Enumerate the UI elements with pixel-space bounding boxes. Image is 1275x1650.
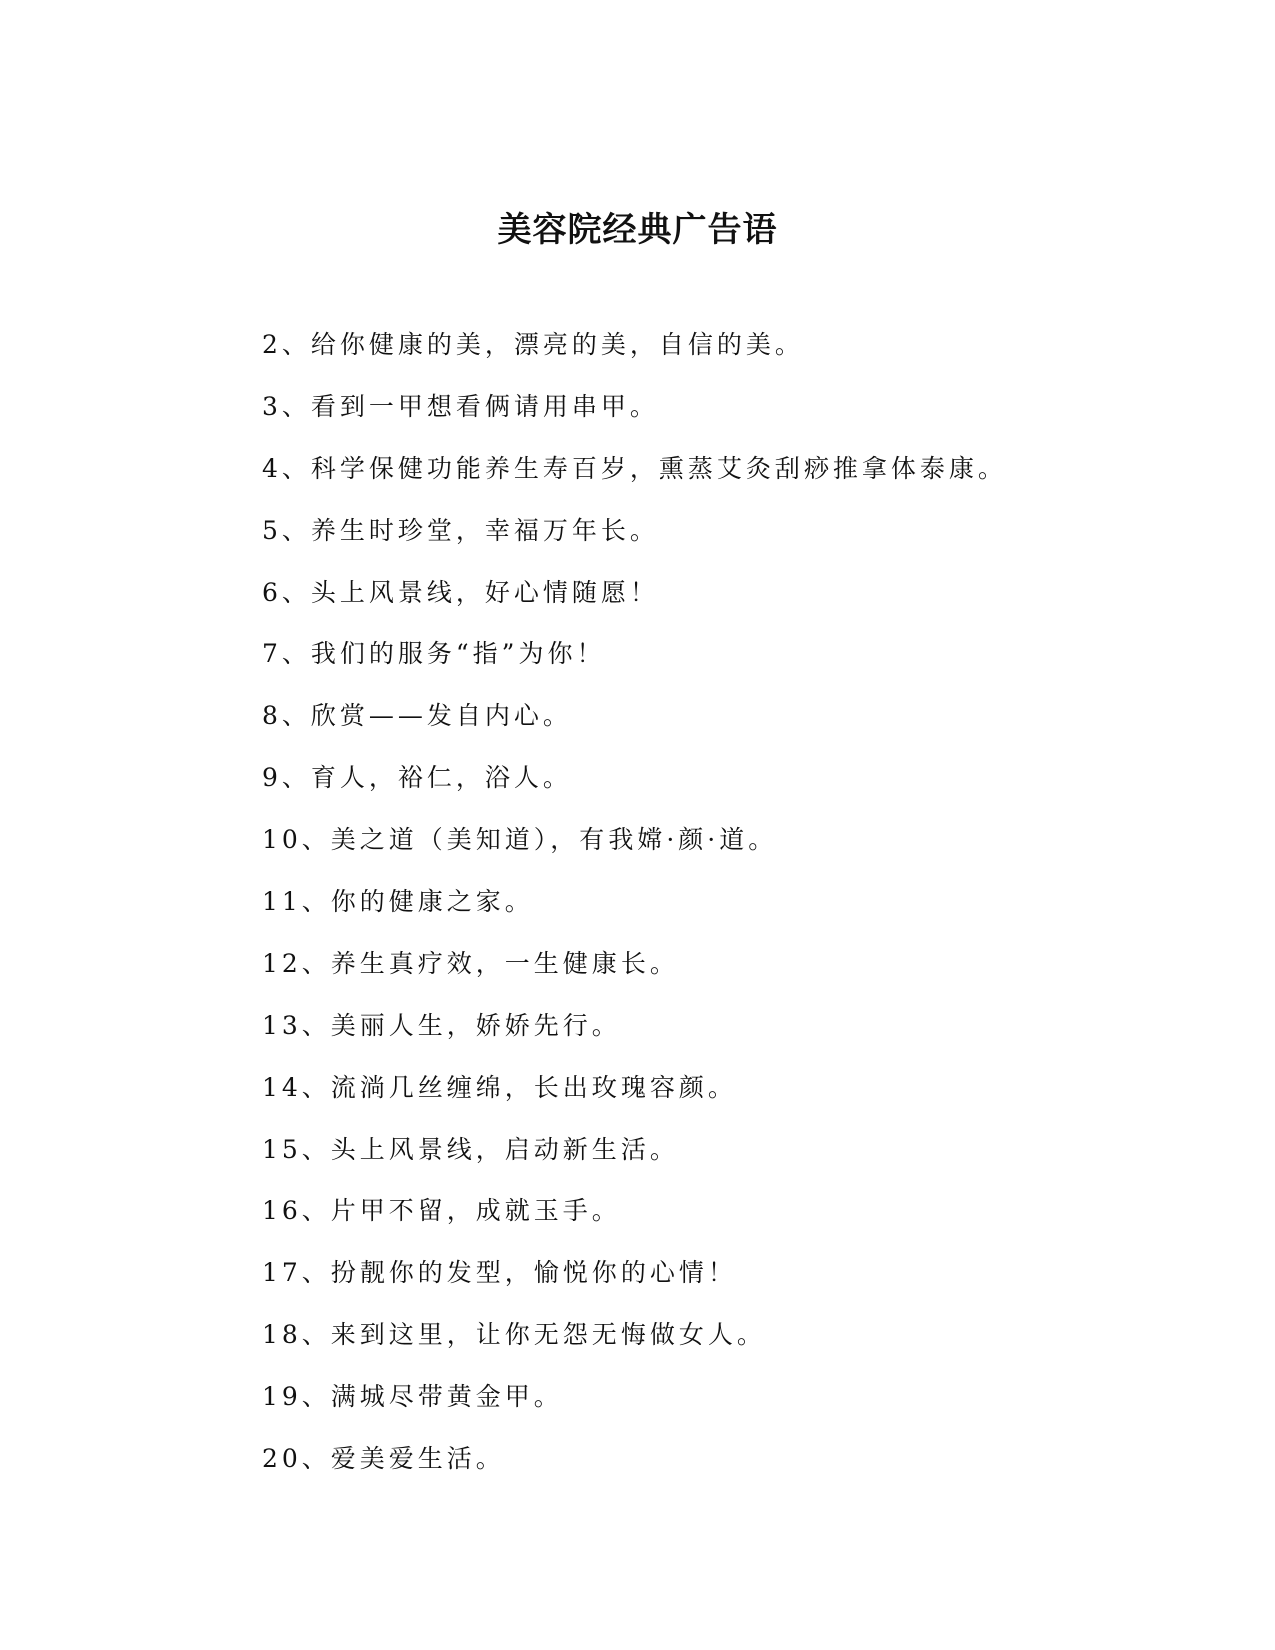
document-title: 美容院经典广告语 xyxy=(497,210,778,250)
slogan-item: 17、扮靓你的发型，愉悦你的心情！ xyxy=(262,1258,737,1288)
slogan-item: 16、片甲不留，成就玉手。 xyxy=(262,1196,621,1226)
slogan-list xyxy=(262,330,1162,1506)
slogan-item: 20、爱美爱生活。 xyxy=(262,1444,505,1474)
slogan-item: 12、养生真疗效，一生健康长。 xyxy=(262,948,679,978)
slogan-item: 10、美之道（美知道），有我嫦·颜·道。 xyxy=(262,825,778,855)
slogan-item: 15、头上风景线，启动新生活。 xyxy=(262,1134,679,1164)
slogan-item: 6、头上风景线，好心情随愿！ xyxy=(262,577,659,607)
slogan-item: 4、科学保健功能养生寿百岁，熏蒸艾灸刮痧推拿体泰康。 xyxy=(262,453,1007,483)
slogan-item: 13、美丽人生，娇娇先行。 xyxy=(262,1010,621,1040)
slogan-item: 5、养生时珍堂，幸福万年长。 xyxy=(262,515,659,545)
slogan-item: 14、流淌几丝缠绵，长出玫瑰容颜。 xyxy=(262,1072,737,1102)
slogan-item: 7、我们的服务“指”为你！ xyxy=(262,639,606,669)
slogan-item: 2、给你健康的美，漂亮的美，自信的美。 xyxy=(262,330,804,359)
slogan-item: 8、欣赏——发自内心。 xyxy=(262,701,572,731)
slogan-item: 19、满城尽带黄金甲。 xyxy=(262,1382,563,1412)
slogan-item: 3、看到一甲想看俩请用串甲。 xyxy=(262,391,659,421)
slogan-item: 11、你的健康之家。 xyxy=(262,887,534,917)
slogan-item: 9、育人，裕仁，浴人。 xyxy=(262,763,572,793)
slogan-item: 18、来到这里，让你无怨无悔做女人。 xyxy=(262,1320,766,1350)
